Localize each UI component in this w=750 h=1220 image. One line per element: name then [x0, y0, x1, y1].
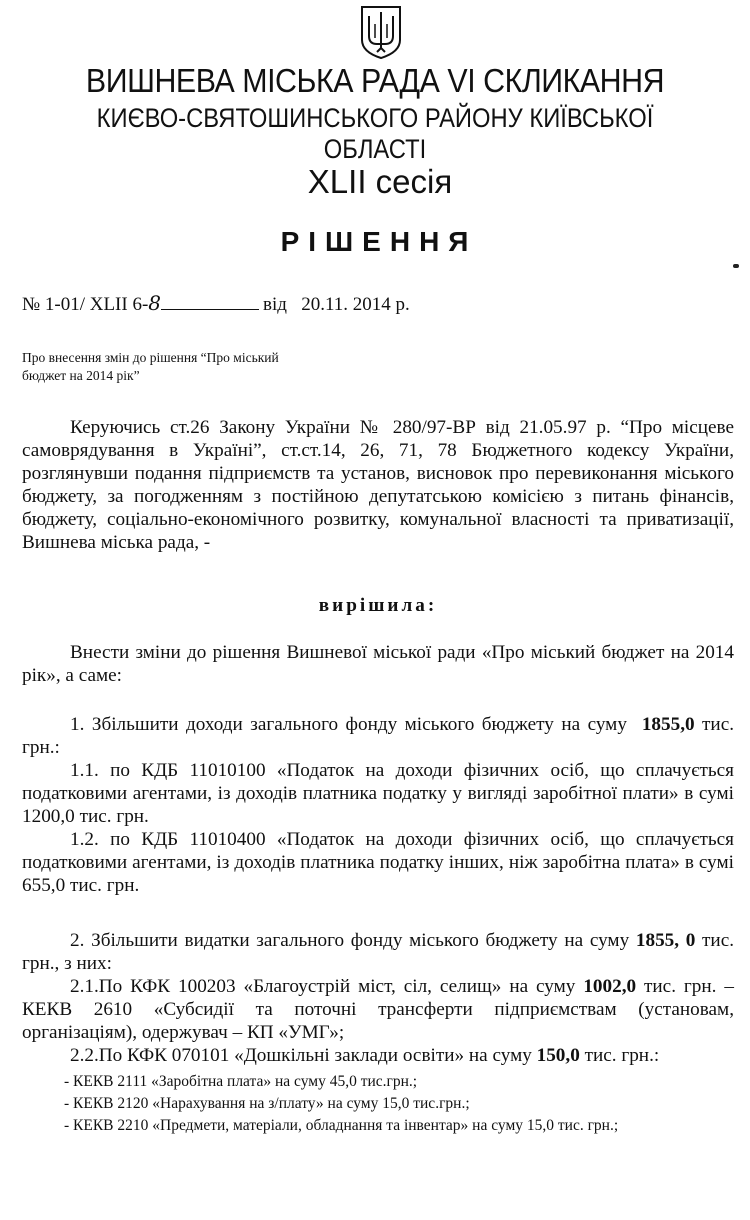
item-2-unit: тис. грн., з них:	[22, 930, 735, 974]
item-1-1: 1.1. по КДБ 11010100 «Податок на доходи фізичних осіб, що сплачується податковими агентами, із доходів платника податку у вигляді заробітної плати» в сумі 1200,0 тис. грн.	[22, 760, 734, 827]
date-label: від	[263, 294, 287, 315]
subject-line-2: бюджет на 2014 рік”	[22, 368, 140, 383]
item-2-2-amount: 150,0	[536, 1045, 580, 1066]
item-1-amount: 1855,0	[641, 714, 695, 735]
trident-emblem-icon	[359, 4, 403, 60]
preamble-paragraph: Керуючись ст.26 Закону України № 280/97-ВР від 21.05.97 р. “Про місцеве самоврядування в Україні”, ст.ст.14, 26, 71, 78 Бюджетного кодексу України, розглянувши подання підприємств та установ, висновок про перевиконання міського бюджету, за погодженням з постійною депутатською комісією з питань фінансів, бюджету, соціально-економічного розвитку, комунальної власності та приватизації, Вишнева міська рада, -	[22, 417, 734, 553]
decision-date: 20.11. 2014 р.	[301, 294, 410, 315]
item-2-amount: 1855, 0	[635, 930, 696, 951]
item-2-text: 2. Збільшити видатки загального фонду міського бюджету на суму	[70, 930, 630, 951]
subject-line-1: Про внесення змін до рішення “Про міський	[22, 350, 279, 365]
list-item: - КЕКВ 2120 «Нарахування на з/плату» на суму 15,0 тис.грн.;	[64, 1095, 470, 1112]
intro-paragraph: Внести зміни до рішення Вишневої міської ради «Про міський бюджет на 2014 рік», а саме:	[22, 642, 734, 686]
number-underline	[161, 295, 259, 310]
item-2-1-details: тис. грн. – КЕКВ 2610 «Субсидії та поточні трансферти підприємствам (установам, організаціям), одержувач – КП «УМГ»;	[22, 976, 734, 1043]
scan-speck	[733, 264, 739, 268]
item-2-1	[22, 975, 734, 1044]
item-1-unit: тис. грн.:	[22, 714, 735, 758]
handwritten-number: 8	[148, 291, 162, 315]
item-2	[22, 929, 734, 975]
spacer	[22, 687, 734, 713]
document-body	[22, 416, 734, 1137]
item-2-1-amount: 1002,0	[583, 976, 637, 997]
item-2-2	[22, 1044, 734, 1067]
document-title: РІШЕННЯ	[280, 226, 478, 257]
list-item: - КЕКВ 2210 «Предмети, матеріали, обладнання та інвентар» на суму 15,0 тис. грн.;	[64, 1117, 619, 1134]
decision-number: № 1-01/ XLII 6-	[22, 294, 149, 315]
item-1-text: 1. Збільшити доходи загального фонду міського бюджету на суму	[70, 714, 627, 735]
kekv-list	[22, 1071, 734, 1137]
council-title: ВИШНЕВА МІСЬКА РАДА VI СКЛИКАННЯ	[85, 62, 665, 99]
spacer	[22, 897, 734, 929]
item-1	[22, 713, 734, 759]
list-item: - КЕКВ 2111 «Заробітна плата» на суму 45,0 тис.грн.;	[64, 1073, 418, 1090]
item-2-2-text: 2.2.По КФК 070101 «Дошкільні заклади освіти» на суму	[70, 1045, 532, 1066]
item-1-2: 1.2. по КДБ 11010400 «Податок на доходи фізичних осіб, що сплачується податковими агентами, із доходів платника податку інших, ніж заробітна плата» в сумі 655,0 тис. грн.	[22, 829, 734, 896]
item-2-1-text: 2.1.По КФК 100203 «Благоустрій міст, сіл, селищ» на суму	[70, 976, 576, 997]
district-title: КИЄВО-СВЯТОШИНСЬКОГО РАЙОНУ КИЇВСЬКОЇ ОБЛАСТІ	[96, 103, 654, 164]
resolved-heading: вирішила:	[318, 595, 438, 616]
decision-subject	[22, 349, 382, 385]
decision-number-line	[22, 291, 410, 316]
session-title: XLII сесія	[307, 163, 453, 200]
item-2-2-unit: тис. грн.:	[584, 1045, 660, 1066]
